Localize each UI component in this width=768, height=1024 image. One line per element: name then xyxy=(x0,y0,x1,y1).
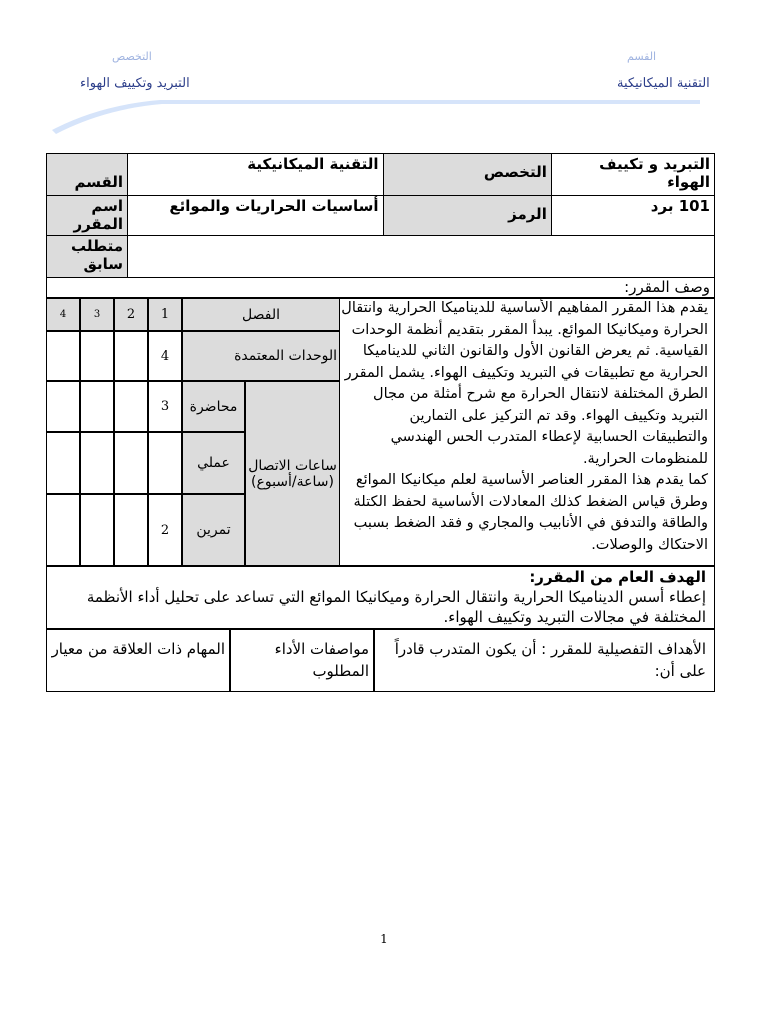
header-specialty: التبريد وتكييف الهواء xyxy=(80,76,190,91)
exercise-label: تمرين xyxy=(182,494,245,566)
contact-hours-label: ساعات الاتصال (ساعة/أسبوع) xyxy=(245,381,340,566)
credits-value: 4 xyxy=(148,331,182,381)
exercise-value: 2 xyxy=(148,494,182,566)
description-text xyxy=(340,298,708,556)
lab-value xyxy=(148,432,182,494)
description-para-2: كما يقدم هذا المقرر العناصر الأساسية لعلم ميكانيكا الموائع وطرق قياس الضغط كذلك المعادلات الأساسية لحفظ الكتلة والطاقة والتدفق في الأنابيب والمجاري و فقد الضغط بسبب الاحتكاك والوصلات. xyxy=(353,472,708,553)
credits-cell-4 xyxy=(46,331,80,381)
header-faint-dept: القسم xyxy=(627,50,657,63)
specialty-value: التبريد و تكييف الهواء xyxy=(551,154,714,196)
course-name-value: أساسيات الحراريات والموائع xyxy=(128,196,384,236)
lab-label: عملي xyxy=(182,432,245,494)
credits-cell-2 xyxy=(114,331,148,381)
course-name-label: اسم المقرر xyxy=(47,196,128,236)
goal-text: إعطاء أسس الديناميكا الحرارية وانتقال الحرارة وميكانيكا الموائع التي تساعد على تحليل أداء الأنظمة المختلفة في مجالات التبريد وتكييف الهواء. xyxy=(86,588,706,626)
header-swoosh-graphic xyxy=(0,90,768,140)
description-para-1: يقدم هذا المقرر المفاهيم الأساسية للديناميكا الحرارية وانتقال الحرارة وميكانيكا الموائع. يبدأ المقرر بتقديم أنظمة الوحدات القياسية. ثم يعرض القانون الأول والقانون الثاني للديناميكا الحرارية مع تطبيقات في التبريد وتكييف الهواء. يشمل المقرر الطرق المختلفة لانتقال الحرارة مع شرح أمثلة من مجال التبريد وتكييف الهواء. وقد تم التركيز على التمارين والتطبيقات الحسابية لإعطاء المتدرب الحس الهندسي للمنظومات الحرارية. xyxy=(341,300,708,467)
exercise-cell-4 xyxy=(46,494,80,566)
objectives-detail-header: الأهداف التفصيلية للمقرر : أن يكون المتدرب قادراً على أن: xyxy=(374,629,715,692)
semester-label: الفصل xyxy=(182,298,340,331)
code-value: 101 برد xyxy=(551,196,714,236)
semester-3: 3 xyxy=(80,298,114,331)
lecture-label: محاضرة xyxy=(182,381,245,432)
code-label: الرمز xyxy=(383,196,551,236)
lecture-cell-4 xyxy=(46,381,80,432)
performance-specs-header: مواصفات الأداء المطلوب xyxy=(230,629,374,692)
dept-value: التقنية الميكانيكية xyxy=(128,154,384,196)
semester-1: 1 xyxy=(148,298,182,331)
prereq-value xyxy=(128,236,715,278)
header-faint-specialty: التخصص xyxy=(112,50,152,63)
description-label: وصف المقرر: xyxy=(47,278,715,298)
lecture-value: 3 xyxy=(148,381,182,432)
dept-label: القسم xyxy=(47,154,128,196)
specialty-label: التخصص xyxy=(383,154,551,196)
lab-cell-4 xyxy=(46,432,80,494)
course-info-table xyxy=(46,153,715,298)
header-dept: التقنية الميكانيكية xyxy=(617,76,710,91)
lab-cell-3 xyxy=(80,432,114,494)
prereq-label: متطلب سابق xyxy=(47,236,128,278)
lab-cell-2 xyxy=(114,432,148,494)
goal-block xyxy=(46,566,715,629)
related-tasks-header: المهام ذات العلاقة من معيار xyxy=(46,629,230,692)
credits-cell-3 xyxy=(80,331,114,381)
goal-label: الهدف العام من المقرر: xyxy=(529,568,706,586)
exercise-cell-2 xyxy=(114,494,148,566)
credits-label: الوحدات المعتمدة xyxy=(182,331,340,381)
semester-2: 2 xyxy=(114,298,148,331)
lecture-cell-2 xyxy=(114,381,148,432)
lecture-cell-3 xyxy=(80,381,114,432)
page-number: 1 xyxy=(380,932,388,946)
semester-4: 4 xyxy=(46,298,80,331)
exercise-cell-3 xyxy=(80,494,114,566)
